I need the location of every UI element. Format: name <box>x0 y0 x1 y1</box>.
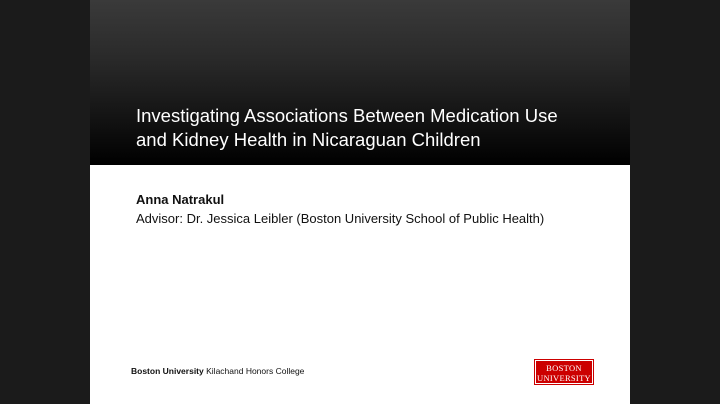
boston-university-logo <box>535 360 593 384</box>
footer-college-label <box>131 366 304 376</box>
logo-line-1: BOSTON <box>546 363 582 373</box>
slide-title-line-2: and Kidney Health in Nicaraguan Children <box>136 129 481 150</box>
author-name: Anna Natrakul <box>136 192 225 207</box>
advisor-line: Advisor: Dr. Jessica Leibler (Boston University School of Public Health) <box>136 211 545 226</box>
slide-title <box>136 104 616 152</box>
footer-university: Boston University <box>131 366 204 376</box>
left-letterbox <box>0 0 90 404</box>
footer-college: Kilachand Honors College <box>206 366 305 376</box>
presentation-slide <box>90 0 630 404</box>
logo-line-2: UNIVERSITY <box>537 373 591 383</box>
right-letterbox <box>630 0 720 404</box>
slide-title-line-1: Investigating Associations Between Medication Use <box>136 105 558 126</box>
